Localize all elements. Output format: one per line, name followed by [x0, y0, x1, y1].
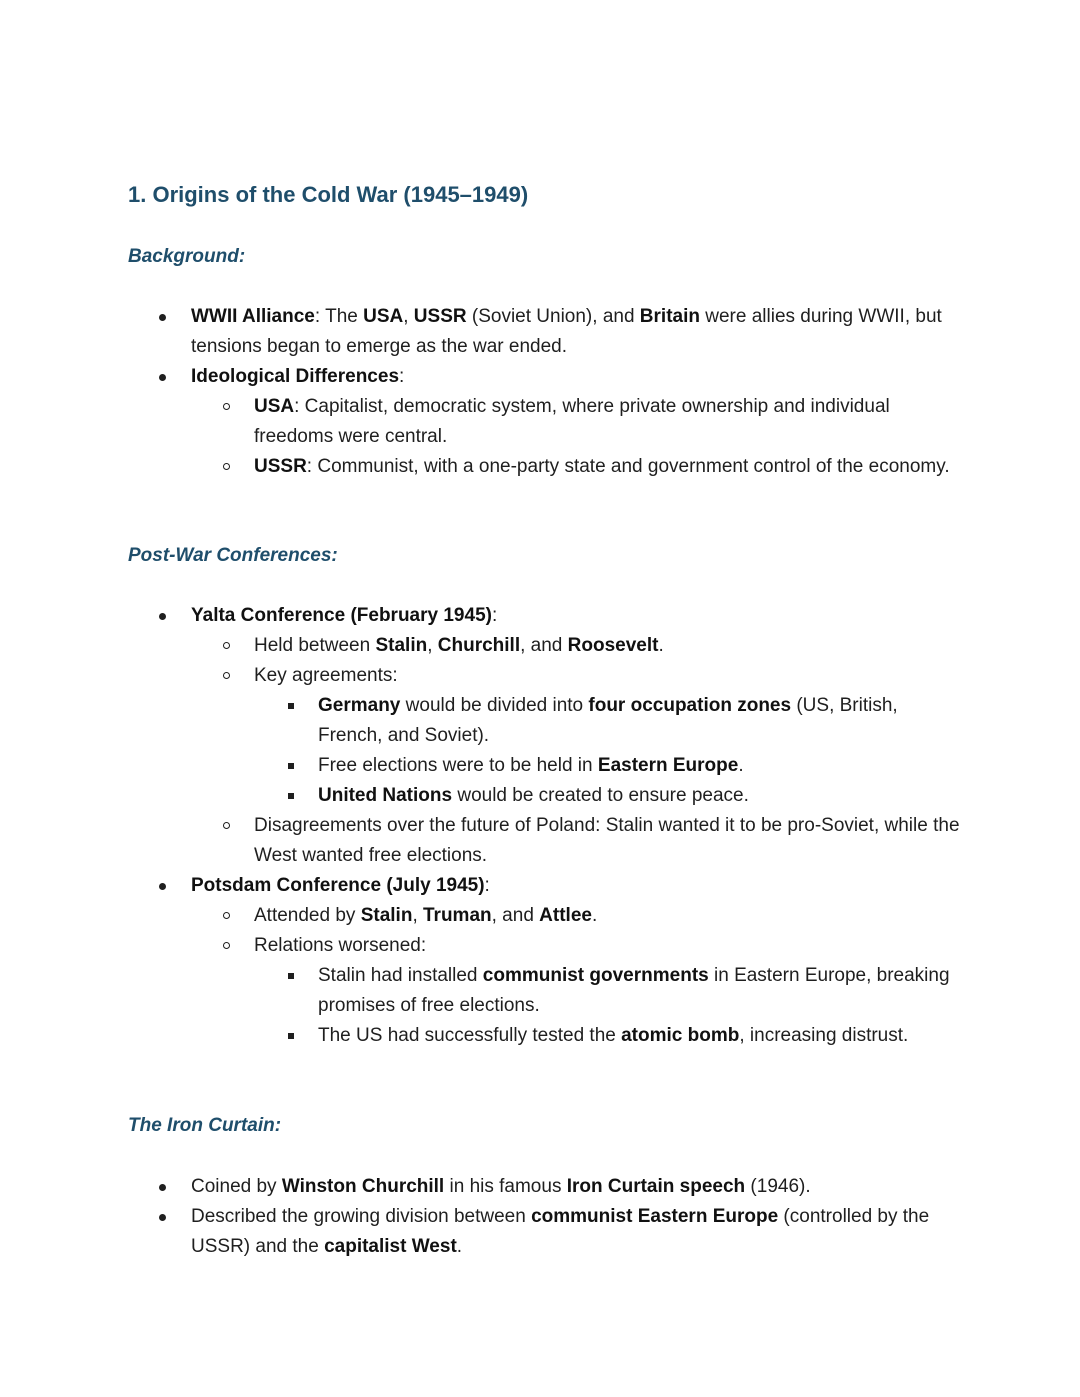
- list-item-free-elections: Free elections were to be held in Eastern Europe.: [318, 751, 961, 781]
- iron-curtain-heading: The Iron Curtain:: [128, 1115, 282, 1136]
- list-item-yalta-key: Key agreements: Germany would be divided into four occupation zones (US, British, French, and Soviet). Free elections were to be held in Eastern Europe. United Nations would be created to ensure peace.: [254, 661, 961, 811]
- conferences-list: [191, 601, 961, 1051]
- list-item-potsdam-attended: Attended by Stalin, Truman, and Attlee.: [254, 901, 961, 931]
- conferences-heading: Post-War Conferences:: [128, 545, 338, 566]
- iron-curtain-list: [191, 1172, 961, 1262]
- list-item-ussr: USSR: Communist, with a one-party state and government control of the economy.: [254, 452, 961, 482]
- list-item-coined: Coined by Winston Churchill in his famous Iron Curtain speech (1946).: [191, 1172, 961, 1202]
- background-heading: Background:: [128, 246, 246, 267]
- list-item-usa: USA: Capitalist, democratic system, where private ownership and individual freedoms were central.: [254, 392, 961, 452]
- list-item-wwii-alliance: WWII Alliance: The USA, USSR (Soviet Union), and Britain were allies during WWII, but tensions began to emerge as the war ended.: [191, 302, 961, 362]
- page-title: 1. Origins of the Cold War (1945–1949): [128, 182, 529, 207]
- list-item-poland: Disagreements over the future of Poland: Stalin wanted it to be pro-Soviet, while the West wanted free elections.: [254, 811, 961, 871]
- list-item-ideological-differences: Ideological Differences: USA: Capitalist, democratic system, where private ownership and individual freedoms were central. USSR: Communist, with a one-party state and government control of the economy.: [191, 362, 961, 482]
- list-item-potsdam: Potsdam Conference (July 1945): Attended by Stalin, Truman, and Attlee. Relations worsened: Stalin had installed communist governments in Eastern Europe, breaking promises of free elections. The US had successfully tested the atomic bomb, increasing distrust.: [191, 871, 961, 1051]
- list-item-germany: Germany would be divided into four occupation zones (US, British, French, and Soviet).: [318, 691, 961, 751]
- background-list: [191, 302, 961, 482]
- list-item-united-nations: United Nations would be created to ensure peace.: [318, 781, 961, 811]
- list-item-yalta: Yalta Conference (February 1945): Held between Stalin, Churchill, and Roosevelt. Key agreements: Germany would be divided into four occupation zones (US, British, French, and Soviet). Free elections were to be held in Eastern Europe. United Nations would be created to ensure peace. Disagreements over the future of Poland: Stalin wanted it to be pro-Soviet, while the West wanted free elections.: [191, 601, 961, 871]
- list-item-yalta-held: Held between Stalin, Churchill, and Roosevelt.: [254, 631, 961, 661]
- list-item-division: Described the growing division between communist Eastern Europe (controlled by the USSR) and the capitalist West.: [191, 1202, 961, 1262]
- list-item-relations-worsened: Relations worsened: Stalin had installed communist governments in Eastern Europe, breaking promises of free elections. The US had successfully tested the atomic bomb, increasing distrust.: [254, 931, 961, 1051]
- list-item-communist-governments: Stalin had installed communist governments in Eastern Europe, breaking promises of free elections.: [318, 961, 961, 1021]
- list-item-atomic-bomb: The US had successfully tested the atomic bomb, increasing distrust.: [318, 1021, 961, 1051]
